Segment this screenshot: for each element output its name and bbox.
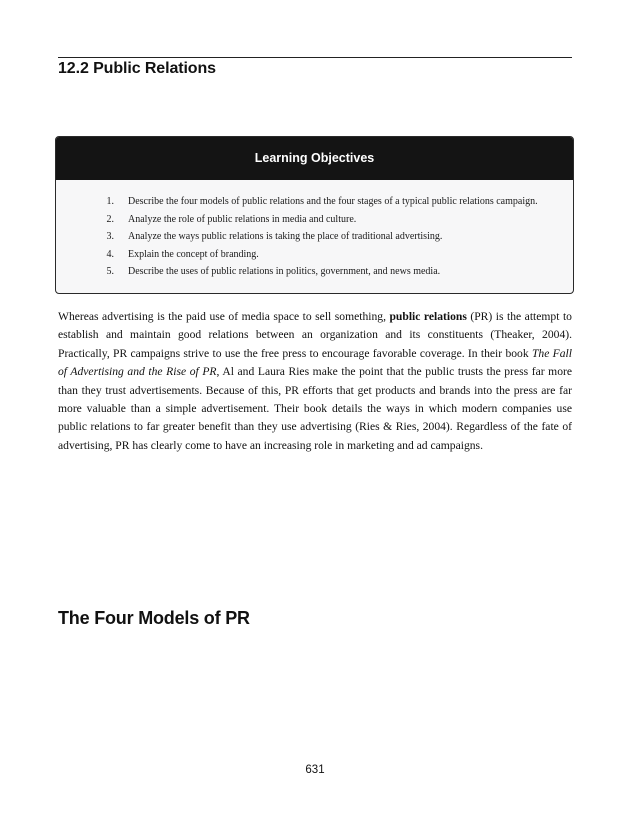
list-item-text: Explain the concept of branding. (128, 248, 259, 260)
paragraph-text: (PR) is the attempt to establish and maintain good relations between an organization and its constituents (Theaker, 2004). Practically, PR campaigns strive to use the free press to encourage favorable coverage. In their book (58, 310, 572, 360)
list-item (56, 193, 573, 211)
list-item (56, 246, 573, 264)
book-title: The Fall of Advertising and the Rise of PR (58, 346, 572, 379)
body-paragraph (58, 308, 572, 455)
list-item-number: 4. (106, 248, 114, 260)
list-item-text: Analyze the ways public relations is taking the place of traditional advertising. (128, 231, 443, 243)
learning-objectives-box (55, 136, 574, 294)
list-item-text: Analyze the role of public relations in media and culture. (128, 213, 357, 225)
top-rule (58, 57, 572, 58)
list-item-number: 1. (106, 196, 114, 207)
learning-objectives-header: Learning Objectives (56, 137, 573, 180)
paragraph-text: Whereas advertising is the paid use of media space to sell something, (58, 310, 390, 323)
list-item-text: Describe the four models of public relations and the four stages of a typical public relations campaign. (128, 196, 538, 207)
list-item-text: Describe the uses of public relations in politics, government, and news media. (128, 266, 441, 278)
page-number: 631 (305, 764, 325, 776)
list-item (56, 228, 573, 246)
list-item-number: 2. (106, 213, 114, 225)
list-item (56, 263, 573, 281)
section-title: 12.2 Public Relations (58, 60, 216, 77)
list-item-number: 5. (106, 266, 114, 278)
subheading: The Four Models of PR (58, 608, 250, 628)
paragraph-text: , Al and Laura Ries make the point that the public trusts the press far more than they trust advertisements. Because of this, PR efforts that get products and brands into the press are far more valuable than a simple advertisement. Their book details the ways in which modern companies use public relations to far greater benefit than they use advertising (Ries & Ries, 2004). Regardless of the fate of advertising, PR has clearly come to have an increasing role in marketing and ad campaigns. (58, 365, 572, 452)
key-term: public relations (389, 310, 467, 323)
list-item (56, 211, 573, 229)
list-item-number: 3. (106, 231, 114, 243)
learning-objectives-list (56, 193, 573, 281)
